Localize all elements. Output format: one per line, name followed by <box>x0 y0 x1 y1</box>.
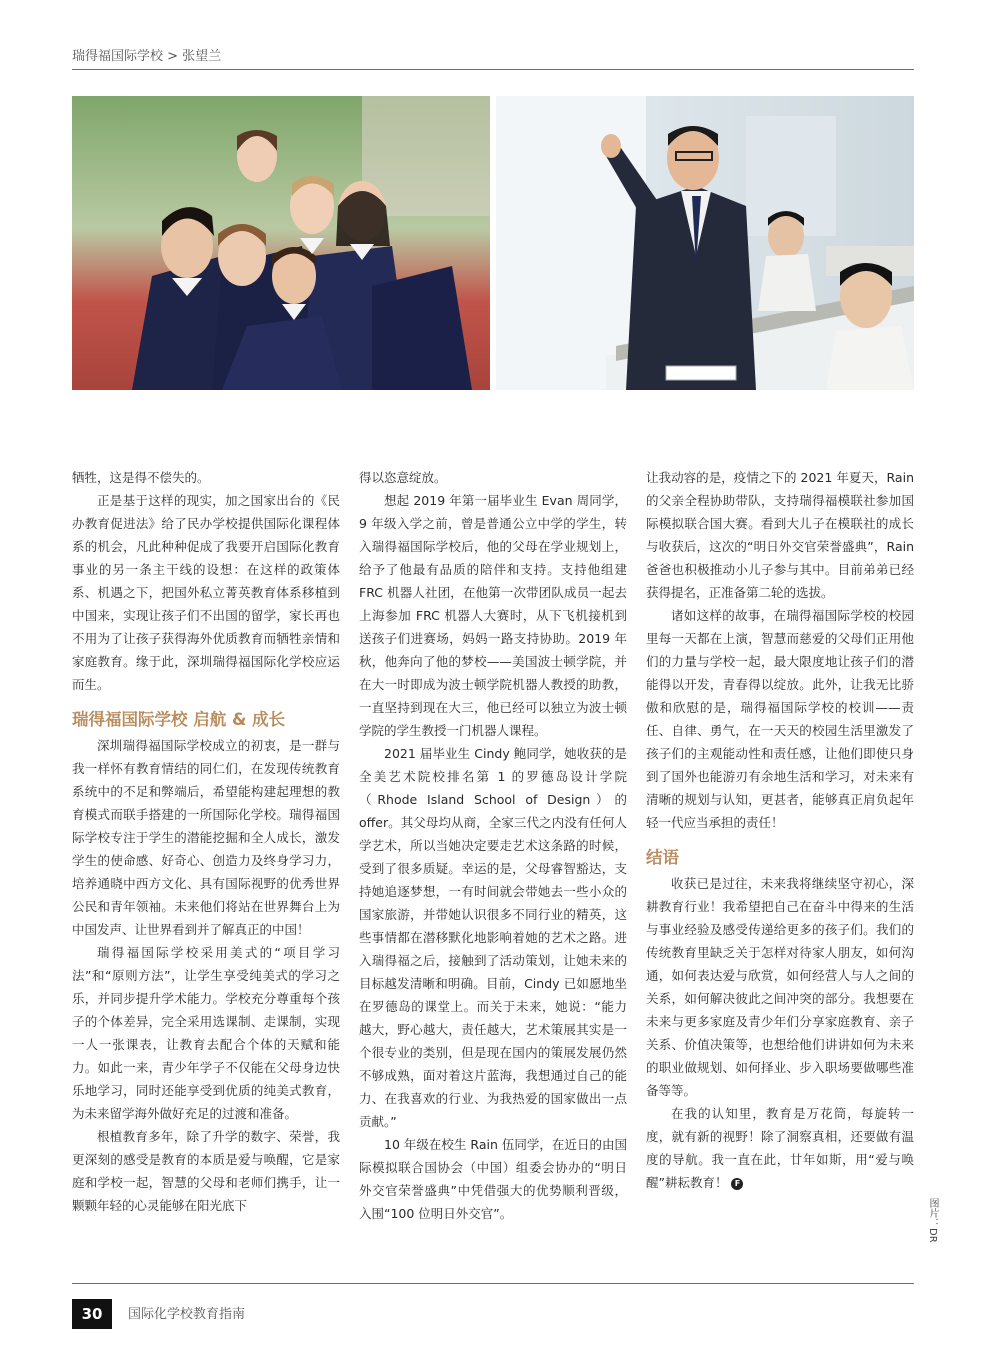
text-column-1 <box>72 466 340 1217</box>
paragraph: 深圳瑞得福国际学校成立的初衷，是一群与我一样怀有教育情结的同仁们，在发现传统教育系统中的不足和弊端后，希望能构建起理想的教育模式而联手搭建的一所国际化学校。瑞得福国际学校专注于学生的潜能挖掘和全人成长，激发学生的使命感、好奇心、创造力及终身学习力，培养通晓中西方文化、具有国际视野的优秀世界公民和青年领袖。未来他们将站在世界舞台上为中国发声、让世界看到并了解真正的中国！ <box>72 738 340 937</box>
paragraph: 收获已是过往，未来我将继续坚守初心，深耕教育行业！我希望把自己在奋斗中得来的生活与事业经验及感受传递给更多的孩子们。我们的传统教育里缺乏关于怎样对待家人朋友，如何沟通，如何表达爱与欣赏，如何经营人与人之间的关系，如何解决彼此之间冲突的部分。我想要在未来与更多家庭及青少年们分享家庭教育、亲子关系、价值决策等，也想给他们讲讲如何为未来的职业做规划、如何择业、步入职场要做哪些准备等等。 <box>646 876 914 1098</box>
breadcrumb: 瑞得福国际学校 > 张望兰 <box>72 47 914 70</box>
paragraph: 正是基于这样的现实，加之国家出台的《民办教育促进法》给了民办学校提供国际化课程体系的机会，凡此种种促成了我要开启国际化教育事业的另一条主干线的设想：在这样的政策体系、机遇之下，把国外私立菁英教育体系移植到中国来，实现让孩子们不出国的留学，家长再也不用为了让孩子获得海外优质教育而牺牲亲情和家庭教育。缘于此，深圳瑞得福国际化学校应运而生。 <box>72 493 340 692</box>
paragraph: 诸如这样的故事，在瑞得福国际学校的校园里每一天都在上演，智慧而慈爱的父母们正用他们的力量与学校一起，最大限度地让孩子们的潜能得以开发，青春得以绽放。此外，让我无比骄傲和欣慰的是，瑞得福国际学校的校训——责任、自律、勇气，在一天天的校园生活里激发了孩子们的主观能动性和责任感，让他们即使只身到了国外也能游刃有余地生活和学习，对未来有清晰的规划与认知，更甚者，能够真正肩负起年轻一代应当承担的责任！ <box>646 608 914 830</box>
paragraph-text: 在我的认知里，教育是万花筒，每旋转一度，就有新的视野！除了洞察真相，还要做有温度的导航。我一直在此，廿年如斯，用“爱与唤醒”耕耘教育！ <box>646 1106 914 1190</box>
students-group-photo <box>72 96 490 390</box>
magazine-title: 国际化学校教育指南 <box>128 1307 246 1322</box>
page-number: 30 <box>72 1299 112 1329</box>
text-column-3 <box>646 466 914 1194</box>
section-heading: 结语 <box>646 848 679 867</box>
paragraph: 让我动容的是，疫情之下的 2021 年夏天，Rain 的父亲全程协助带队，支持瑞得福模联社参加国际模拟联合国大赛。看到大儿子在模联社的成长与收获后，这次的“明日外交官荣誉盛典”，Rain 爸爸也积极推动小儿子参与其中。目前弟弟已经获得提名，正准备第二轮的选拔。 <box>646 470 914 600</box>
end-mark-icon: F <box>731 1178 743 1190</box>
paragraph: 想起 2019 年第一届毕业生 Evan 周同学，9 年级入学之前，曾是普通公立中学的学生，转入瑞得福国际学校后，他的父母在学业规划上，给予了他最有品质的陪伴和支持。支持他组建 FRC 机器人社团，在他第一次带团队成员一起去上海参加 FRC 机器人大赛时，从下飞机接机到送孩子们进赛场，妈妈一路支持协助。2019 年秋，他奔向了他的梦校——美国波士顿学院，并在大一时即成为波士顿学院机器人教授的助教，一直坚持到现在大三，他已经可以独立为波士顿学院的学生教授一门机器人课程。 <box>359 493 627 738</box>
section-heading: 瑞得福国际学校 启航 & 成长 <box>72 710 286 729</box>
teacher-classroom-photo <box>496 96 914 390</box>
photo-credit: 图片：DR <box>927 1198 938 1243</box>
paragraph: 牺牲，这是得不偿失的。 <box>72 470 210 485</box>
paragraph: 10 年级在校生 Rain 伍同学，在近日的由国际模拟联合国协会（中国）组委会协办的“明日外交官荣誉盛典”中凭借强大的优势顺利晋级，入围“100 位明日外交官”。 <box>359 1137 627 1221</box>
footer-rule <box>72 1283 914 1284</box>
paragraph: 2021 届毕业生 Cindy 鲍同学，她收获的是全美艺术院校排名第 1 的罗德岛设计学院（Rhode Island School of Design）的 offer。其父母均从商，全家三代之内没有任何人学艺术，所以当她决定要走艺术这条路的时候，受到了很多质疑。幸运的是，父母睿智豁达，支持她追逐梦想，一有时间就会带她去一些小众的国家旅游，并带她认识很多不同行业的精英，这些事情都在潜移默化地影响着她的艺术之路。进入瑞得福之后，接触到了活动策划，让她未来的目标越发清晰和明确。目前，Cindy 已如愿地坐在罗德岛的课堂上。而关于未来，她说：“能力越大，野心越大，责任越大，艺术策展其实是一个很专业的类别，但是现在国内的策展发展仍然不够成熟，面对着这片蓝海，我想通过自己的能力、在我喜欢的行业、为我热爱的国家做出一点贡献。” <box>359 746 627 1129</box>
paragraph: 根植教育多年，除了升学的数字、荣誉，我更深刻的感受是教育的本质是爱与唤醒，它是家庭和学校一起，智慧的父母和老师们携手，让一颗颗年轻的心灵能够在阳光底下 <box>72 1129 340 1213</box>
paragraph: 得以恣意绽放。 <box>359 470 447 485</box>
paragraph <box>646 1102 914 1194</box>
paragraph: 瑞得福国际学校采用美式的“项目学习法”和“原则方法”，让学生享受纯美式的学习之乐，并同步提升学术能力。学校充分尊重每个孩子的个体差异，完全采用选课制、走课制，实现一人一张课表，让教育去配合个体的天赋和能力。如此一来，青少年学子不仅能在父母身边快乐地学习，同时还能享受到优质的纯美式教育，为未来留学海外做好充足的过渡和准备。 <box>72 945 340 1121</box>
text-column-2 <box>359 466 627 1225</box>
